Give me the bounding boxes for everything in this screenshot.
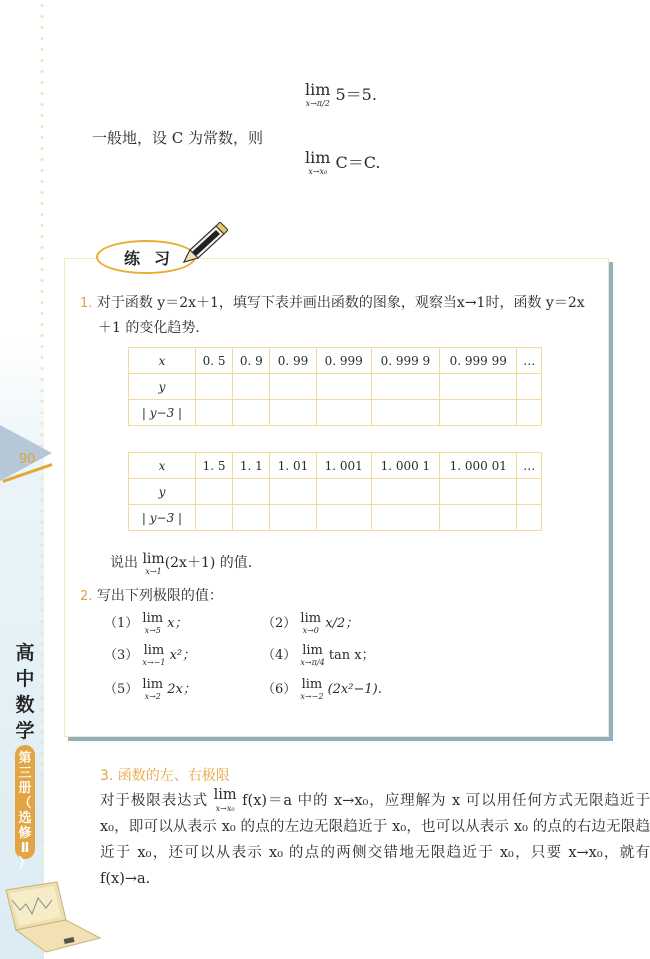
limit-subscript: x→x₀ xyxy=(215,803,235,813)
table-cell: 1. 5 xyxy=(196,453,233,479)
table-cell xyxy=(517,374,542,400)
equation-expr: 2x； xyxy=(167,682,196,697)
equation-expr: (2x＋1) xyxy=(164,555,216,571)
table-cell xyxy=(517,505,542,531)
text: 对于极限表达式 xyxy=(100,793,214,809)
volume-char: 册 xyxy=(18,781,32,796)
volume-char: 选 xyxy=(18,811,32,826)
table-cell: 0. 999 xyxy=(316,348,371,374)
table-cell: 0. 5 xyxy=(196,348,233,374)
question-1-tail: 说出 lim x→1 (2x＋1) 的值. xyxy=(110,551,253,576)
equation-expr: tan x； xyxy=(328,648,375,663)
value-table-right xyxy=(128,452,542,531)
question-text: ＋1 的变化趋势. xyxy=(98,320,200,336)
table-cell xyxy=(316,374,371,400)
row-header: | y−3 | xyxy=(129,505,196,531)
equation-limit-general: lim x→x₀ C＝C. xyxy=(305,148,381,176)
table-cell xyxy=(196,374,233,400)
limit-subscript: x→5 xyxy=(144,626,161,635)
table-cell xyxy=(517,479,542,505)
limit-subscript: x→2 xyxy=(144,692,161,701)
item-label: （2） xyxy=(262,616,297,631)
equation-expr: 5＝5. xyxy=(335,85,377,104)
table-cell: … xyxy=(517,348,542,374)
equation-limit-constant: lim x→π/2 5＝5. xyxy=(305,80,377,108)
limit-subscript: x→x₀ xyxy=(308,167,328,176)
item-label: （6） xyxy=(262,682,297,697)
equation-expr: (2x²−1). xyxy=(327,682,382,697)
item-label: （1） xyxy=(104,616,139,631)
table-cell xyxy=(316,505,371,531)
table-cell xyxy=(233,505,270,531)
value-table-left xyxy=(128,347,542,426)
section-title: 3. 函数的左、右极限 xyxy=(100,768,230,784)
item-label: （5） xyxy=(104,682,139,697)
table-cell: … xyxy=(517,453,542,479)
row-header: x xyxy=(129,453,196,479)
row-header: | y−3 | xyxy=(129,400,196,426)
table-cell xyxy=(233,479,270,505)
list-item: （2） lim x→0 x/2； xyxy=(262,611,359,635)
volume-char: ） xyxy=(18,856,32,871)
equation-expr: C＝C. xyxy=(335,153,381,172)
question-text: 对于函数 y＝2x＋1，填写下表并画出函数的图象，观察当x→1时，函数 y＝2x xyxy=(96,295,585,311)
table-cell xyxy=(270,374,316,400)
volume-badge xyxy=(15,745,35,871)
row-header: y xyxy=(129,479,196,505)
table-cell: 0. 999 9 xyxy=(371,348,439,374)
table-cell xyxy=(233,374,270,400)
list-item: （5） lim x→2 2x； xyxy=(104,677,196,701)
list-item: （1） lim x→5 x； xyxy=(104,611,188,635)
question-text: 写出下列极限的值： xyxy=(96,588,223,604)
table-cell: 1. 001 xyxy=(316,453,371,479)
table-cell xyxy=(196,400,233,426)
book-title-char: 学 xyxy=(15,720,35,742)
limit-subscript: x→−2 xyxy=(300,692,324,701)
text: 说出 xyxy=(110,555,138,571)
table-cell xyxy=(440,505,517,531)
table-row xyxy=(129,400,542,426)
table-cell xyxy=(196,505,233,531)
table-cell xyxy=(371,505,439,531)
table-cell: 1. 000 1 xyxy=(371,453,439,479)
exercise-header: 练习 xyxy=(124,249,185,268)
table-cell: 0. 999 99 xyxy=(440,348,517,374)
table-row xyxy=(129,479,542,505)
equation-expr: x²； xyxy=(169,648,196,663)
table-row xyxy=(129,505,542,531)
item-label: （3） xyxy=(104,648,139,663)
page-number: 90 xyxy=(19,452,36,467)
limit-subscript: x→0 xyxy=(302,626,319,635)
equation-expr: x/2； xyxy=(325,616,359,631)
book-title xyxy=(14,640,36,744)
table-cell xyxy=(440,479,517,505)
question-2 xyxy=(80,585,223,605)
table-cell xyxy=(517,400,542,426)
table-row xyxy=(129,348,542,374)
book-title-char: 中 xyxy=(15,668,35,690)
table-cell xyxy=(270,479,316,505)
pencil-icon xyxy=(178,222,228,268)
limit-subscript: x→π/4 xyxy=(300,658,325,667)
question-number: 1. xyxy=(80,296,93,311)
equation-expr: x； xyxy=(167,616,188,631)
limit-subscript: x→1 xyxy=(145,567,162,576)
section-paragraph: 对于极限表达式 lim x→x₀ f(x)＝a 中的 x→x₀，应理解为 x 可以用任何方式无限趋近于 x₀，即可以从表示 x₀ 的点的左边无限趋近于 x₀，也可以从表示 x₀ 的点的右边无限趋近于 x₀，还可以从表示 x₀ 的点的两侧交错地无限趋近于 x₀，只要 x→x₀，就有 f(x)→a. xyxy=(100,787,650,887)
table-cell xyxy=(196,479,233,505)
table-cell xyxy=(233,400,270,426)
table-row xyxy=(129,453,542,479)
table-cell: 1. 1 xyxy=(233,453,270,479)
table-row xyxy=(129,374,542,400)
table-cell xyxy=(316,400,371,426)
list-item: （3） lim x→−1 x²； xyxy=(104,643,196,667)
table-cell: 0. 9 xyxy=(233,348,270,374)
table-cell xyxy=(270,400,316,426)
list-item: （6） lim x→−2 (2x²−1). xyxy=(262,677,382,701)
row-header: x xyxy=(129,348,196,374)
volume-char: 三 xyxy=(18,766,32,781)
volume-char: Ⅱ xyxy=(20,841,30,856)
table-cell xyxy=(440,374,517,400)
volume-char: 第 xyxy=(18,751,32,766)
volume-char: 修 xyxy=(18,826,32,841)
table-cell xyxy=(316,479,371,505)
table-cell xyxy=(270,505,316,531)
table-cell xyxy=(371,374,439,400)
question-number: 2. xyxy=(80,589,93,604)
book-title-char: 高 xyxy=(15,642,35,664)
item-label: （4） xyxy=(262,648,297,663)
text: 的值. xyxy=(219,555,253,571)
table-cell xyxy=(371,400,439,426)
book-title-char: 数 xyxy=(15,694,35,716)
table-cell: 1. 000 01 xyxy=(440,453,517,479)
paragraph-general-case: 一般地，设 C 为常数，则 xyxy=(92,129,264,147)
limit-subscript: x→−1 xyxy=(142,658,166,667)
list-item: （4） lim x→π/4 tan x； xyxy=(262,643,375,667)
question-1 xyxy=(80,291,600,341)
volume-char: （ xyxy=(18,796,32,811)
limit-subscript: x→π/2 xyxy=(305,99,330,108)
text: f(x)＝a 中的 x→x₀，应理解为 x 可以用任何方式无限趋近于 x₀，即可以从表示 x₀ 的点的左边无限趋近于 x₀，也可以从表示 x₀ 的点的右边无限趋近于 x₀，还可以从表示 x₀ 的点的两侧交错地无限趋近于 x₀，只要 x→x₀，就有 f(x)→a. xyxy=(100,793,650,887)
table-cell xyxy=(371,479,439,505)
table-cell: 0. 99 xyxy=(270,348,316,374)
table-cell: 1. 01 xyxy=(270,453,316,479)
row-header: y xyxy=(129,374,196,400)
table-cell xyxy=(440,400,517,426)
